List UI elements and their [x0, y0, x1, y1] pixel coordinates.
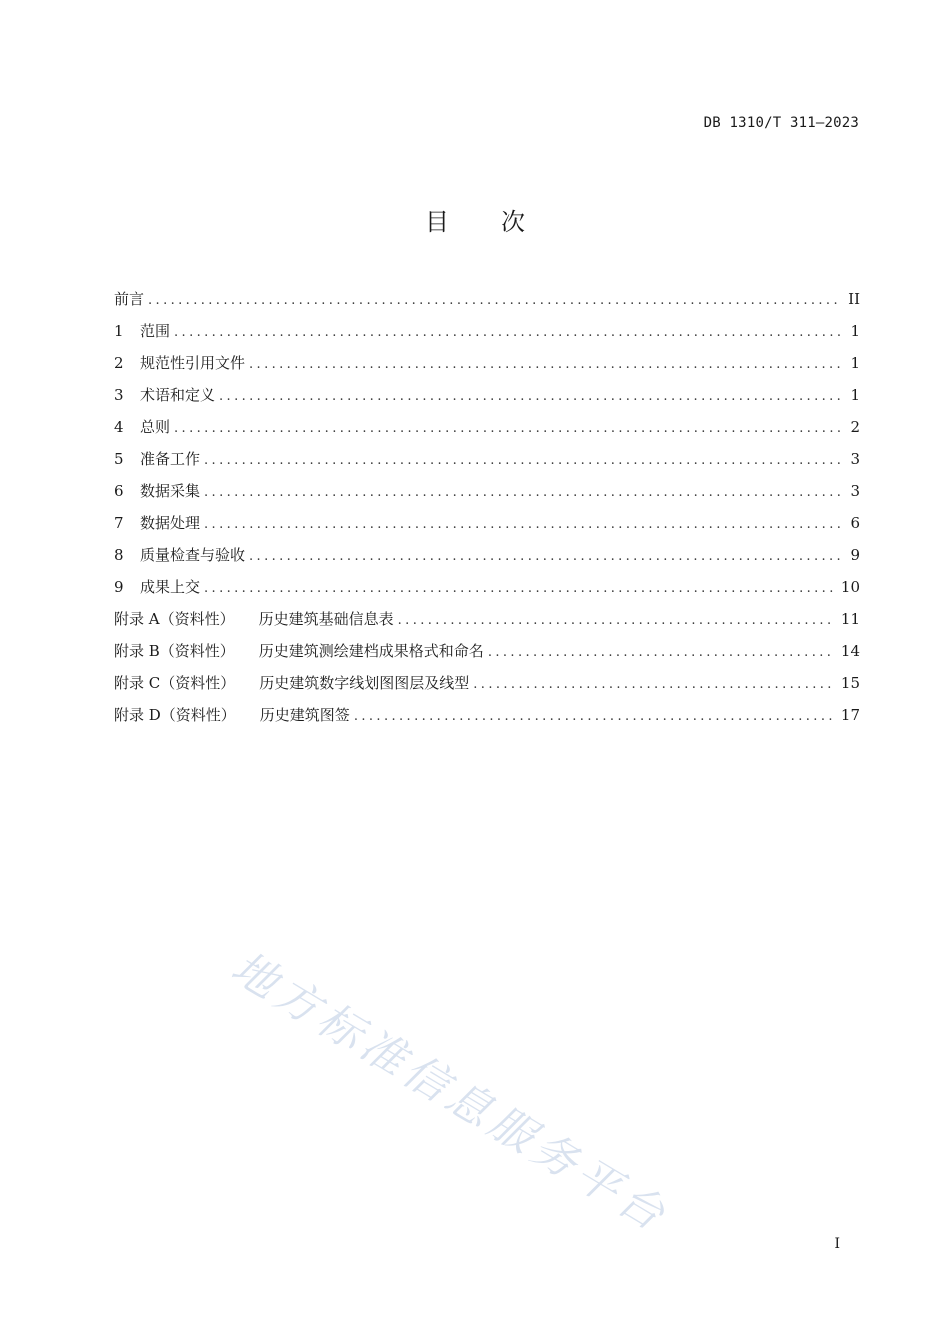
toc-entry-number: 7: [114, 514, 124, 532]
dot-leader: [148, 293, 842, 308]
toc-entry-label: 规范性引用文件: [140, 354, 246, 372]
dot-leader: [204, 485, 842, 500]
toc-entry-7[interactable]: [114, 512, 860, 544]
title-char-2: 次: [501, 208, 525, 236]
toc-entry-appendix-a[interactable]: [114, 608, 860, 640]
appendix-prefix: 附录 C（资料性）: [114, 674, 236, 692]
toc-entry-number: 1: [114, 322, 124, 340]
dot-leader: [174, 421, 842, 436]
toc-entry-page: 2: [850, 418, 860, 436]
toc-entry-label: 术语和定义: [140, 386, 216, 404]
dot-leader: [219, 389, 842, 404]
toc-entry-page: 1: [850, 386, 860, 404]
toc-entry-9[interactable]: [114, 576, 860, 608]
toc-entry-6[interactable]: [114, 480, 860, 512]
toc-entry-page: 3: [850, 450, 860, 468]
toc-entry-label: 数据处理: [140, 514, 201, 532]
watermark: 地方标准信息服务平台: [222, 941, 678, 1244]
toc-entry-number: 8: [114, 546, 124, 564]
toc-entry-label: 质量检查与验收: [140, 546, 246, 564]
dot-leader: [354, 709, 835, 724]
toc-entry-page: 11: [840, 610, 860, 628]
toc-entry-page: 1: [850, 354, 860, 372]
toc-entry-page: 9: [850, 546, 860, 564]
dot-leader: [249, 357, 842, 372]
toc-entry-page: 17: [840, 706, 860, 724]
document-code: DB 1310/T 311—2023: [703, 115, 859, 131]
toc-entry-label: 历史建筑基础信息表: [258, 610, 394, 628]
toc-entry-4[interactable]: [114, 416, 860, 448]
page-title: [0, 202, 950, 237]
toc-entry-5[interactable]: [114, 448, 860, 480]
toc-entry-page: II: [848, 290, 860, 308]
toc-entry-page: 15: [840, 674, 860, 692]
toc-entry-1[interactable]: [114, 320, 860, 352]
toc-entry-number: 5: [114, 450, 124, 468]
toc-entry-foreword[interactable]: [114, 288, 860, 320]
toc-entry-number: 9: [114, 578, 124, 596]
dot-leader: [398, 613, 835, 628]
page-number: I: [834, 1236, 840, 1252]
appendix-prefix: 附录 D（资料性）: [114, 706, 236, 724]
appendix-prefix: 附录 A（资料性）: [114, 610, 235, 628]
dot-leader: [473, 677, 835, 692]
toc-entry-label: 历史建筑测绘建档成果格式和命名: [258, 642, 484, 660]
toc-entry-3[interactable]: [114, 384, 860, 416]
toc-entry-appendix-d[interactable]: [114, 704, 860, 736]
toc-entry-label: 总则: [140, 418, 171, 436]
toc-entry-label: 历史建筑图签: [259, 706, 350, 724]
appendix-prefix: 附录 B（资料性）: [114, 642, 235, 660]
toc-entry-page: 10: [840, 578, 860, 596]
toc-entry-label: 数据采集: [140, 482, 201, 500]
dot-leader: [249, 549, 842, 564]
toc-entry-page: 1: [850, 322, 860, 340]
table-of-contents: [114, 288, 860, 736]
dot-leader: [204, 581, 835, 596]
toc-entry-label: 前言: [114, 290, 145, 308]
toc-entry-appendix-b[interactable]: [114, 640, 860, 672]
toc-entry-number: 6: [114, 482, 124, 500]
toc-entry-page: 14: [840, 642, 860, 660]
dot-leader: [174, 325, 842, 340]
toc-entry-label: 成果上交: [140, 578, 201, 596]
title-char-1: 目: [425, 208, 449, 236]
toc-entry-number: 4: [114, 418, 124, 436]
dot-leader: [488, 645, 835, 660]
dot-leader: [204, 517, 842, 532]
dot-leader: [204, 453, 842, 468]
toc-entry-page: 3: [850, 482, 860, 500]
toc-entry-label: 范围: [140, 322, 171, 340]
toc-entry-label: 历史建筑数字线划图图层及线型: [259, 674, 470, 692]
toc-entry-2[interactable]: [114, 352, 860, 384]
toc-entry-appendix-c[interactable]: [114, 672, 860, 704]
toc-entry-number: 2: [114, 354, 124, 372]
toc-entry-number: 3: [114, 386, 124, 404]
toc-entry-8[interactable]: [114, 544, 860, 576]
toc-entry-label: 准备工作: [140, 450, 201, 468]
toc-entry-page: 6: [850, 514, 860, 532]
